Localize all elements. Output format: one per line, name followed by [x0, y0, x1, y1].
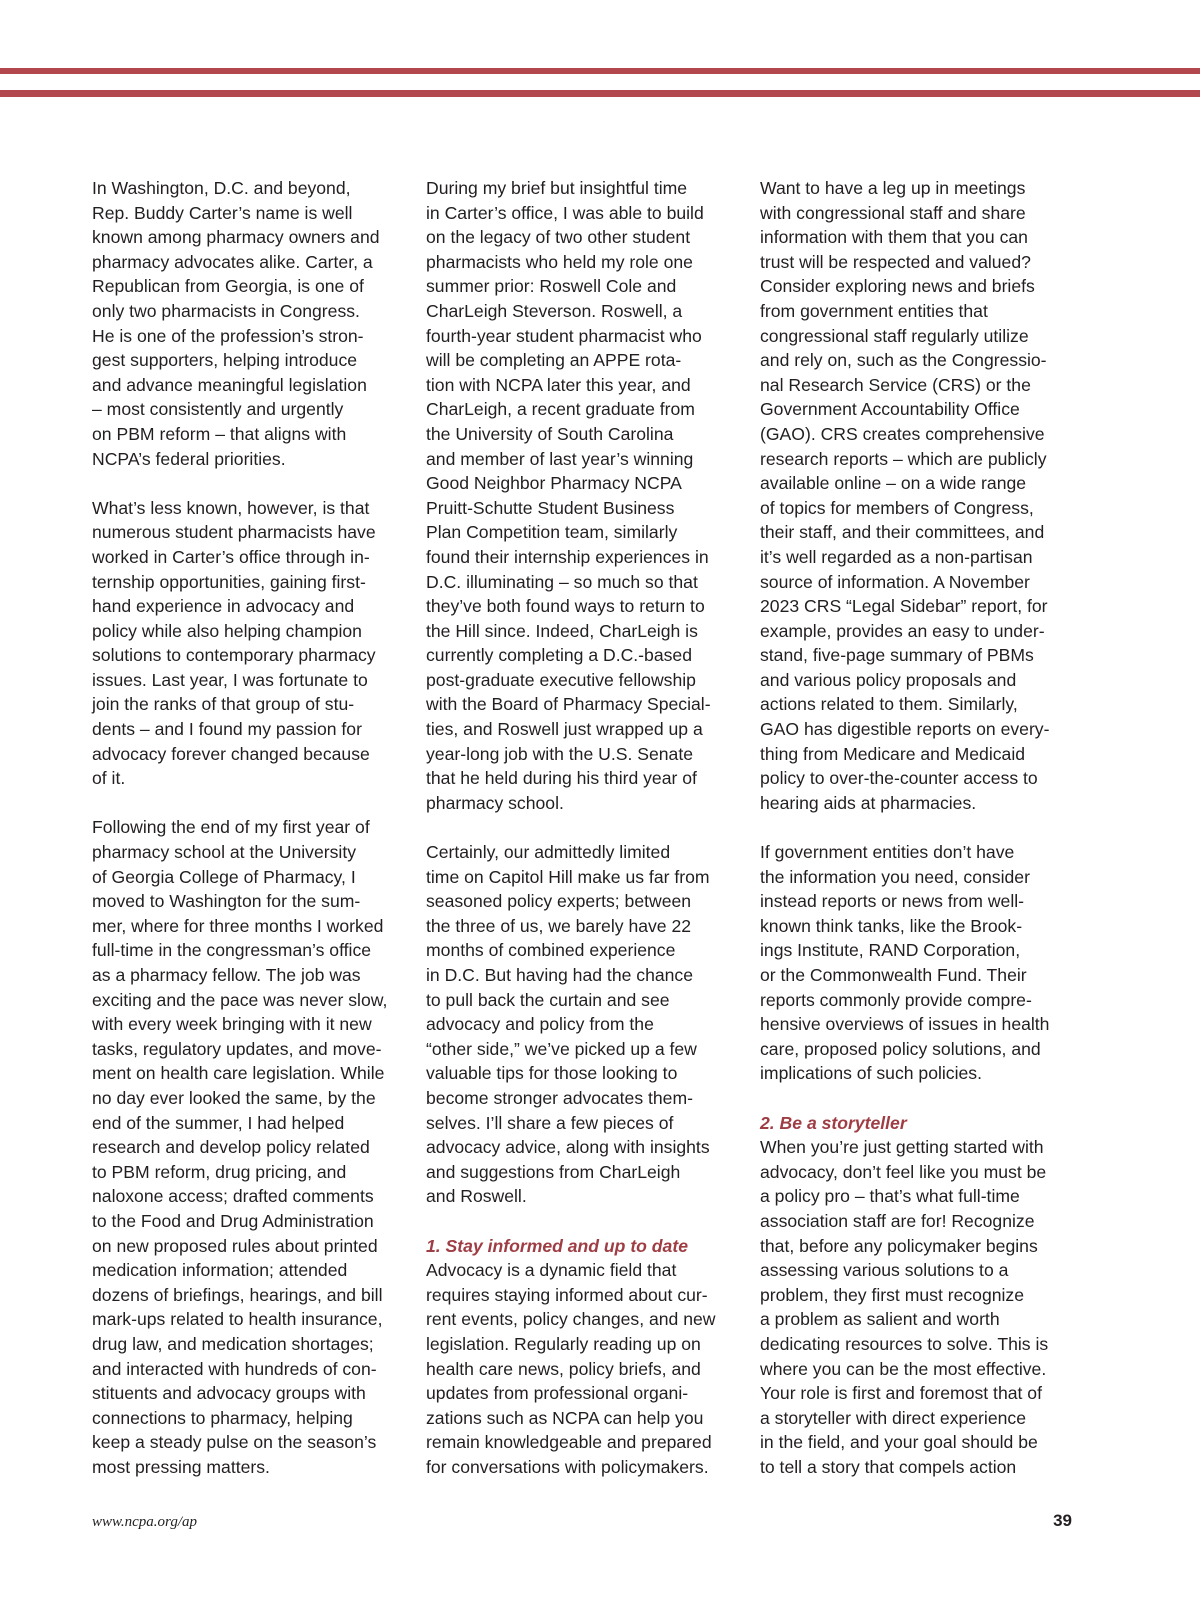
- text-line: policy to over-the-counter access to: [760, 768, 1038, 789]
- text-line: Government Accountability Office: [760, 399, 1020, 420]
- text-line: from government entities that: [760, 300, 988, 321]
- text-line: hearing aids at pharmacies.: [760, 792, 977, 813]
- text-line: summer prior: Roswell Cole and: [426, 276, 677, 297]
- text-line: their staff, and their committees, and: [760, 522, 1045, 543]
- text-line: and rely on, such as the Congressio-: [760, 350, 1047, 371]
- text-line: Good Neighbor Pharmacy NCPA: [426, 473, 682, 494]
- text-line: it’s well regarded as a non-partisan: [760, 546, 1033, 567]
- text-line: He is one of the profession’s stron-: [92, 325, 364, 346]
- text-line: a storyteller with direct experience: [760, 1407, 1026, 1428]
- text-line: ternship opportunities, gaining first-: [92, 571, 366, 592]
- text-line: of Georgia College of Pharmacy, I: [92, 866, 356, 887]
- text-line: drug law, and medication shortages;: [92, 1333, 374, 1354]
- text-line: months of combined experience: [426, 940, 676, 961]
- paragraph: [760, 1111, 1076, 1480]
- text-line: Advocacy is a dynamic field that: [426, 1260, 677, 1281]
- text-line: full-time in the congressman’s office: [92, 940, 372, 961]
- text-line: dedicating resources to solve. This is: [760, 1333, 1049, 1354]
- text-line: most pressing matters.: [92, 1456, 270, 1477]
- footer-url[interactable]: www.ncpa.org/ap: [92, 1514, 198, 1530]
- text-line: in Carter’s office, I was able to build: [426, 202, 704, 223]
- text-line: information with them that you can: [760, 227, 1028, 248]
- text-line: congressional staff regularly utilize: [760, 325, 1029, 346]
- text-line: that, before any policymaker begins: [760, 1235, 1038, 1256]
- text-line: become stronger advocates them-: [426, 1087, 693, 1108]
- text-line: CharLeigh, a recent graduate from: [426, 399, 695, 420]
- text-line: issues. Last year, I was fortunate to: [92, 669, 368, 690]
- text-line: pharmacy school.: [426, 792, 564, 813]
- text-line: NCPA’s federal priorities.: [92, 448, 286, 469]
- text-line: they’ve both found ways to return to: [426, 596, 705, 617]
- text-line: time on Capitol Hill make us far from: [426, 866, 710, 887]
- text-line: dozens of briefings, hearings, and bill: [92, 1284, 383, 1305]
- text-line: medication information; attended: [92, 1260, 348, 1281]
- text-line: source of information. A November: [760, 571, 1030, 592]
- text-line: and suggestions from CharLeigh: [426, 1161, 681, 1182]
- text-line: GAO has digestible reports on every-: [760, 719, 1050, 740]
- text-line: to tell a story that compels action: [760, 1456, 1017, 1477]
- text-line: policy while also helping champion: [92, 620, 362, 641]
- text-line: post-graduate executive fellowship: [426, 669, 696, 690]
- text-line: known among pharmacy owners and: [92, 227, 380, 248]
- text-line: or the Commonwealth Fund. Their: [760, 965, 1027, 985]
- text-line: tion with NCPA later this year, and: [426, 374, 691, 395]
- text-line: available online – on a wide range: [760, 473, 1027, 494]
- text-line: that he held during his third year of: [426, 768, 697, 789]
- text-line: of topics for members of Congress,: [760, 497, 1034, 518]
- article-column-2: [426, 176, 742, 1479]
- text-line: example, provides an easy to under-: [760, 620, 1045, 641]
- text-line: mark-ups related to health insurance,: [92, 1309, 383, 1330]
- text-line: 2023 CRS “Legal Sidebar” report, for: [760, 596, 1048, 617]
- text-line: and advance meaningful legislation: [92, 374, 367, 395]
- text-line: the Hill since. Indeed, CharLeigh is: [426, 620, 698, 641]
- text-line: Certainly, our admittedly limited: [426, 842, 671, 863]
- paragraph: [92, 815, 408, 1479]
- text-line: hensive overviews of issues in health: [760, 1014, 1050, 1035]
- text-line: pharmacists who held my role one: [426, 251, 693, 272]
- text-line: hand experience in advocacy and: [92, 596, 355, 617]
- text-line: advocacy forever changed because: [92, 743, 370, 764]
- text-line: legislation. Regularly reading up on: [426, 1333, 701, 1354]
- text-line: join the ranks of that group of stu-: [92, 694, 355, 715]
- text-line: requires staying informed about cur-: [426, 1284, 708, 1305]
- text-line: known think tanks, like the Brook-: [760, 915, 1023, 936]
- text-line: moved to Washington for the sum-: [92, 891, 361, 912]
- paragraph: [92, 496, 408, 791]
- text-line: zations such as NCPA can help you: [426, 1407, 704, 1428]
- text-line: numerous student pharmacists have: [92, 522, 376, 543]
- text-line: Rep. Buddy Carter’s name is well: [92, 202, 353, 223]
- text-line: assessing various solutions to a: [760, 1260, 1009, 1281]
- page-number: 39: [1053, 1511, 1072, 1530]
- text-line: instead reports or news from well-: [760, 891, 1025, 912]
- text-line: Plan Competition team, similarly: [426, 522, 678, 543]
- text-line: thing from Medicare and Medicaid: [760, 743, 1026, 764]
- text-line: with the Board of Pharmacy Special-: [426, 694, 711, 715]
- text-line: problem, they first must recognize: [760, 1284, 1025, 1305]
- text-line: Consider exploring news and briefs: [760, 276, 1035, 297]
- text-line: currently completing a D.C.-based: [426, 645, 692, 666]
- text-line: end of the summer, I had helped: [92, 1112, 345, 1133]
- text-line: D.C. illuminating – so much so that: [426, 571, 698, 592]
- text-line: advocacy and policy from the: [426, 1014, 654, 1035]
- text-line: connections to pharmacy, helping: [92, 1407, 353, 1428]
- text-line: a policy pro – that’s what full-time: [760, 1186, 1020, 1207]
- text-line: with congressional staff and share: [760, 202, 1026, 223]
- text-line: valuable tips for those looking to: [426, 1063, 678, 1084]
- text-line: updates from professional organi-: [426, 1383, 689, 1404]
- paragraph: [760, 840, 1076, 1086]
- text-line: of it.: [92, 768, 126, 789]
- text-line: CharLeigh Steverson. Roswell, a: [426, 300, 683, 321]
- text-line: remain knowledgeable and prepared: [426, 1432, 712, 1453]
- text-line: on PBM reform – that aligns with: [92, 423, 347, 444]
- text-line: mer, where for three months I worked: [92, 915, 384, 936]
- text-line: pharmacy advocates alike. Carter, a: [92, 251, 373, 272]
- paragraph: [760, 176, 1076, 815]
- text-line: and member of last year’s winning: [426, 448, 694, 469]
- section-subhead: 1. Stay informed and up to date: [426, 1235, 688, 1256]
- top-rule: [0, 68, 1200, 74]
- text-line: in D.C. But having had the chance: [426, 965, 694, 985]
- text-line: Your role is first and foremost that of: [760, 1383, 1042, 1404]
- paragraph: [426, 1234, 742, 1480]
- text-line: tasks, regulatory updates, and move-: [92, 1038, 382, 1059]
- text-line: and various policy proposals and: [760, 669, 1017, 690]
- paragraph: [426, 176, 742, 815]
- text-line: seasoned policy experts; between: [426, 891, 692, 912]
- text-line: dents – and I found my passion for: [92, 719, 362, 740]
- text-line: keep a steady pulse on the season’s: [92, 1432, 377, 1453]
- paragraph: [92, 176, 408, 471]
- text-line: research and develop policy related: [92, 1137, 370, 1158]
- text-line: with every week bringing with it new: [92, 1014, 372, 1035]
- text-line: stituents and advocacy groups with: [92, 1383, 366, 1404]
- text-line: When you’re just getting started with: [760, 1137, 1044, 1158]
- text-line: fourth-year student pharmacist who: [426, 325, 702, 346]
- text-line: on the legacy of two other student: [426, 227, 691, 248]
- text-line: to pull back the curtain and see: [426, 989, 670, 1010]
- text-line: the information you need, consider: [760, 866, 1030, 887]
- text-line: on new proposed rules about printed: [92, 1235, 378, 1256]
- text-line: exciting and the pace was never slow,: [92, 989, 388, 1010]
- text-line: ties, and Roswell just wrapped up a: [426, 719, 703, 740]
- text-line: to the Food and Drug Administration: [92, 1210, 374, 1231]
- text-line: Pruitt-Schutte Student Business: [426, 497, 675, 518]
- text-line: Want to have a leg up in meetings: [760, 178, 1026, 198]
- text-line: During my brief but insightful time: [426, 178, 688, 198]
- text-line: implications of such policies.: [760, 1063, 982, 1084]
- text-line: solutions to contemporary pharmacy: [92, 645, 376, 666]
- text-line: Following the end of my first year of: [92, 817, 370, 838]
- text-line: where you can be the most effective.: [760, 1358, 1047, 1379]
- section-subhead: 2. Be a storyteller: [760, 1112, 907, 1133]
- text-line: stand, five-page summary of PBMs: [760, 645, 1034, 666]
- paragraph: [426, 840, 742, 1209]
- text-line: What’s less known, however, is that: [92, 497, 370, 518]
- text-line: advocacy, don’t feel like you must be: [760, 1161, 1047, 1182]
- text-line: Republican from Georgia, is one of: [92, 276, 364, 297]
- text-line: for conversations with policymakers.: [426, 1456, 709, 1477]
- text-line: association staff are for! Recognize: [760, 1210, 1035, 1231]
- text-line: rent events, policy changes, and new: [426, 1309, 716, 1330]
- text-line: found their internship experiences in: [426, 546, 709, 567]
- text-line: and Roswell.: [426, 1186, 527, 1207]
- text-line: a problem as salient and worth: [760, 1309, 1000, 1330]
- text-line: the three of us, we barely have 22: [426, 915, 692, 936]
- text-line: research reports – which are publicly: [760, 448, 1047, 469]
- text-line: If government entities don’t have: [760, 842, 1015, 863]
- text-line: to PBM reform, drug pricing, and: [92, 1161, 347, 1182]
- text-line: pharmacy school at the University: [92, 842, 357, 863]
- header-rule: [0, 90, 1200, 97]
- text-line: reports commonly provide compre-: [760, 989, 1032, 1010]
- text-line: advocacy advice, along with insights: [426, 1137, 710, 1158]
- text-line: will be completing an APPE rota-: [426, 350, 682, 371]
- text-line: actions related to them. Similarly,: [760, 694, 1018, 715]
- text-line: naloxone access; drafted comments: [92, 1186, 374, 1207]
- text-line: “other side,” we’ve picked up a few: [426, 1038, 697, 1059]
- text-line: worked in Carter’s office through in-: [92, 546, 370, 567]
- text-line: ment on health care legislation. While: [92, 1063, 385, 1084]
- text-line: as a pharmacy fellow. The job was: [92, 965, 361, 985]
- text-line: In Washington, D.C. and beyond,: [92, 178, 351, 198]
- text-line: care, proposed policy solutions, and: [760, 1038, 1041, 1059]
- text-line: the University of South Carolina: [426, 423, 674, 444]
- text-line: no day ever looked the same, by the: [92, 1087, 376, 1108]
- text-line: gest supporters, helping introduce: [92, 350, 358, 371]
- text-line: (GAO). CRS creates comprehensive: [760, 423, 1045, 444]
- text-line: in the field, and your goal should be: [760, 1432, 1038, 1453]
- text-line: health care news, policy briefs, and: [426, 1358, 701, 1379]
- text-line: only two pharmacists in Congress.: [92, 300, 360, 321]
- text-line: trust will be respected and valued?: [760, 251, 1031, 272]
- text-line: nal Research Service (CRS) or the: [760, 374, 1031, 395]
- text-line: selves. I’ll share a few pieces of: [426, 1112, 674, 1133]
- text-line: and interacted with hundreds of con-: [92, 1358, 377, 1379]
- text-line: year-long job with the U.S. Senate: [426, 743, 693, 764]
- article-column-3: [760, 176, 1076, 1479]
- text-line: – most consistently and urgently: [92, 399, 344, 420]
- text-line: ings Institute, RAND Corporation,: [760, 940, 1021, 961]
- article-column-1: [92, 176, 408, 1479]
